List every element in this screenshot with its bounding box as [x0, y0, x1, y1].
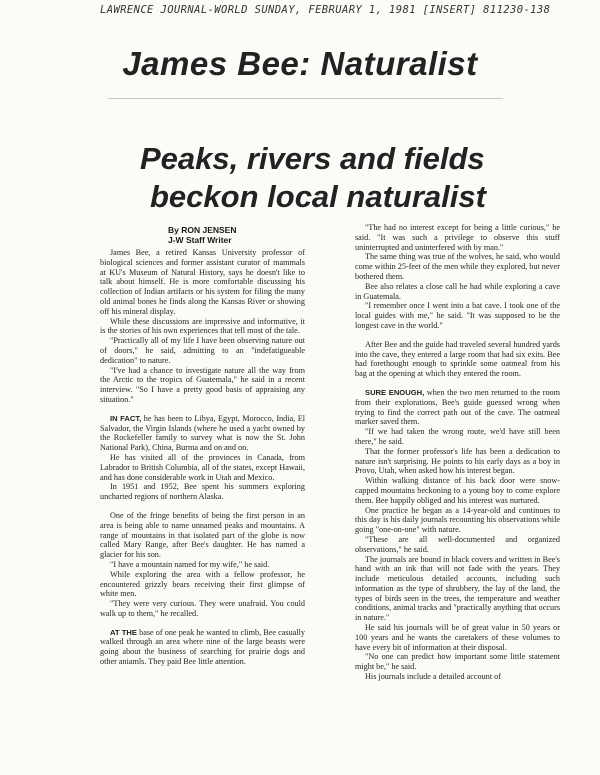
article-paragraph — [355, 623, 560, 652]
article-paragraph — [100, 570, 305, 599]
paragraph-text: Within walking distance of his back door were snow-capped mountains beckoning to a young boy to come explore them. Bee happily obliged and his interest was nurtured. — [355, 476, 560, 505]
article-paragraph — [355, 340, 560, 379]
article-paragraph — [100, 560, 305, 570]
article-paragraph — [355, 476, 560, 505]
paragraph-text: He has visited all of the provinces in Canada, from Labrador to British Columbia, all of the states, except Hawaii, and has done considerable work in Utah and Mexico. — [100, 452, 305, 482]
article-paragraph — [100, 628, 305, 667]
article-paragraph — [355, 535, 560, 555]
article-paragraph — [100, 599, 305, 619]
article-paragraph — [100, 248, 305, 317]
article-paragraph — [355, 652, 560, 672]
article-paragraph — [355, 388, 560, 427]
paragraph-text: he has been to Libya, Egypt, Morocco, India, El Salvador, the Virgin Islands (where he used a yacht owned by the Rockefeller family to survey what is now the St. John National Park), China, Burma and on and on. — [100, 413, 305, 453]
article-paragraph — [355, 301, 560, 330]
paragraph-text: The journals are bound in black covers and written in Bee's hand with an ink that will not fade with the years. They include meticulous detailed accounts, including such information as the type of shrubbery, the lay of the land, the types of birds seen in the trees, the temperature and weather conditions, animal tracks and "practically anything that occurs in nature." — [355, 554, 560, 623]
paragraph-text: "If we had taken the wrong route, we'd have still been there," he said. — [355, 427, 560, 446]
article-paragraph — [355, 282, 560, 302]
article-paragraph — [100, 482, 305, 502]
paragraph-text: "I have a mountain named for my wife," he said. — [110, 559, 270, 569]
subhead-line-1: Peaks, rivers and fields — [140, 141, 485, 176]
article-paragraph — [100, 317, 305, 337]
byline-author: By RON JENSEN — [168, 225, 237, 235]
paragraph-text: While exploring the area with a fellow professor, he encountered grizzly bears receiving their first glimpse of white men. — [100, 569, 305, 599]
article-paragraph — [355, 447, 560, 476]
byline-role: J-W Staff Writer — [168, 235, 232, 245]
article-column-left — [100, 248, 305, 667]
paragraph-text: "The had no interest except for being a little curious," he said. "It was such a privilege to observe this stuff uninterrupted and uninterfered with by man." — [355, 223, 560, 252]
paragraph-text: "They were very curious. They were unafraid. You could walk up to them," he recalled. — [100, 599, 305, 618]
divider-rule — [108, 98, 503, 99]
paragraph-lead-in: AT THE — [110, 627, 137, 637]
paragraph-lead-in: IN FACT, — [110, 413, 142, 423]
article-paragraph — [355, 223, 560, 252]
paragraph-text: The same thing was true of the wolves, he said, who would come within 25-feet of the men while they explored, but never bothered them. — [355, 252, 560, 281]
article-subhead — [140, 140, 500, 216]
paragraph-text: One practice he began as a 14-year-old and continues to this day is his daily journals recounting his observations while going "one-on-one" with nature. — [355, 505, 560, 535]
paragraph-text: His journals include a detailed account of — [365, 672, 501, 682]
paragraph-text: One of the fringe benefits of being the first person in an area is being able to name unnamed peaks and mountains. A range of mountains in that isolated part of the globe is now called Mary Range, after Bee's daughter. He has named a glacier for his son. — [100, 510, 305, 560]
byline — [168, 225, 237, 245]
paragraph-text: James Bee, a retired Kansas University professor of biological sciences and former assistant curator of mammals at KU's Museum of Natural History, says he doesn't like to talk about himself. He is more comfortable discussing his collection of Indian artifacts or his system for filing the many old animal bones he finds along the Kansas River or showing off his mineral display. — [100, 248, 305, 316]
article-paragraph — [100, 414, 305, 453]
article-paragraph — [100, 366, 305, 405]
article-paragraph — [100, 453, 305, 482]
page-headline: James Bee: Naturalist — [122, 45, 478, 82]
article-paragraph — [355, 252, 560, 281]
subhead-line-2: beckon local naturalist — [150, 179, 486, 214]
paragraph-text: "I remember once I went into a bat cave. I took one of the local guides with me," he said. "It was supposed to be the longest cave in the world." — [355, 301, 560, 330]
paragraph-text: when the two men returned to the room from their explorations, Bee's guide guessed wrong when trying to find the correct path out of the cave. The oatmeal marker saved them. — [355, 387, 560, 427]
paragraph-lead-in: SURE ENOUGH, — [365, 387, 425, 397]
paragraph-text: "I've had a chance to investigate nature all the way from the Arctic to the tropics of Guatemala," he said in a recent interview. "So I have a pretty good basis of appraising any situation." — [100, 365, 305, 404]
masthead-note: LAWRENCE JOURNAL-WORLD SUNDAY, FEBRUARY 1, 1981 [INSERT] 811230-138 — [100, 4, 551, 16]
paragraph-text: After Bee and the guide had traveled several hundred yards into the cave, they entered a large room that had six exits. Bee had forethought enough to sprinkle some oatmeal from his bag at the opening at which they entered the room. — [355, 339, 560, 379]
article-paragraph — [100, 336, 305, 365]
paragraph-text: In 1951 and 1952, Bee spent his summers exploring uncharted regions of northern Alaska. — [100, 482, 305, 502]
paragraph-text: base of one peak he wanted to climb, Bee casually walked through an area where nine of the large beasts were going about the business of searching for prairie dogs and other aniamls. They paid Bee little attention. — [100, 627, 305, 667]
article-paragraph — [355, 672, 560, 682]
article-paragraph — [355, 427, 560, 447]
paragraph-text: "These are all well-documented and organized observations," he said. — [355, 534, 560, 554]
paragraph-text: That the former professor's life has been a dedication to nature isn't surprising. He points to his early days as a boy in Provo, Utah, when asked how his interest began. — [355, 446, 560, 476]
paragraph-text: While these discussions are impressive and informative, it is the stories of his own experiences that tell most of the tale. — [100, 316, 305, 336]
article-paragraph — [355, 506, 560, 535]
article-paragraph — [355, 555, 560, 624]
paragraph-text: Bee also relates a close call he had while exploring a cave in Guatemala. — [355, 281, 560, 301]
paragraph-text: He said his journals will be of great value in 50 years or 100 years and he wants the caretakers of these volumes to have every bit of information at their disposal. — [355, 623, 560, 652]
article-column-right — [355, 223, 560, 682]
paragraph-text: "Practically all of my life I have been observing nature out of doors," he said, admitting to an "indefatigueable dedication" to nature. — [100, 336, 305, 365]
article-paragraph — [100, 511, 305, 560]
paragraph-text: "No one can predict how important some little statement might be," he said. — [355, 652, 560, 672]
